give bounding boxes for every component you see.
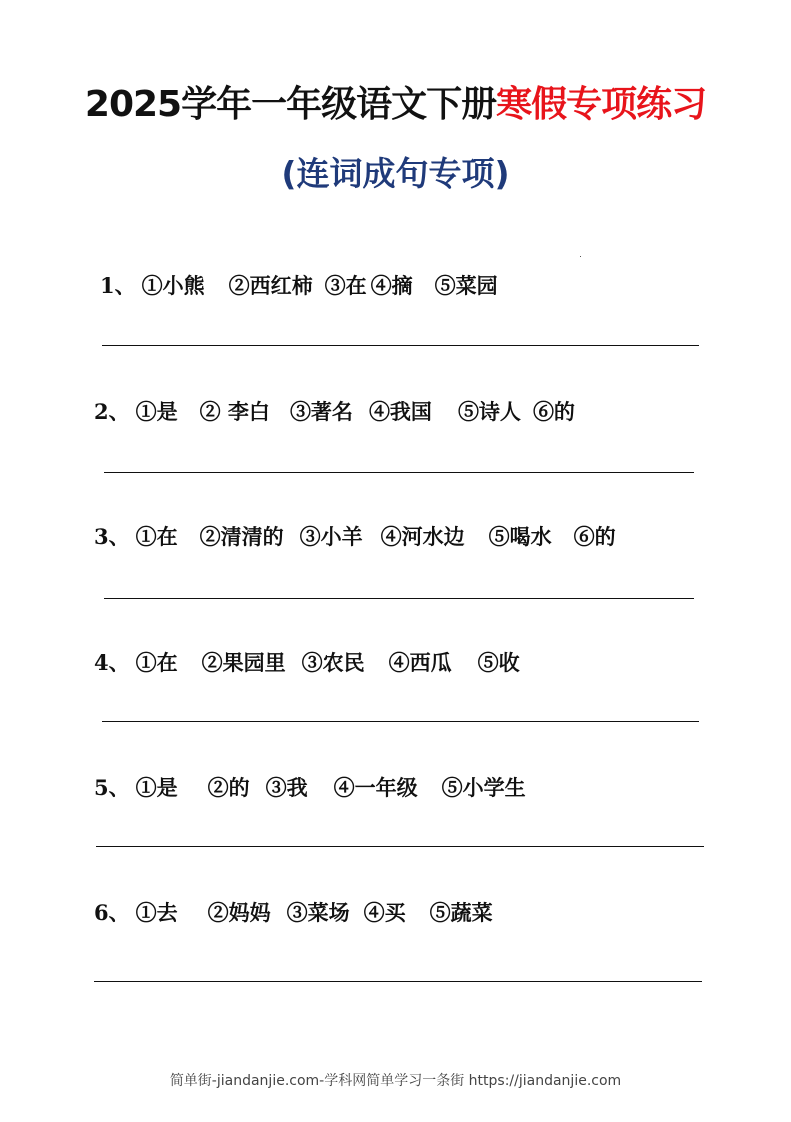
- question-6: [94, 897, 493, 927]
- word-option: ①去: [135, 900, 178, 925]
- answer-line-5[interactable]: [96, 846, 704, 847]
- word-option: ①在: [135, 650, 178, 675]
- question-number: 5、: [94, 775, 130, 800]
- word-option: ②的: [207, 775, 250, 800]
- question-4: [94, 647, 520, 677]
- word-option: ②清清的: [199, 524, 284, 549]
- question-5: [94, 772, 526, 802]
- word-option: ⑤蔬菜: [429, 900, 493, 925]
- word-option: ④我国: [368, 399, 432, 424]
- word-option: ③我: [265, 775, 308, 800]
- word-option: ②妈妈: [207, 900, 271, 925]
- word-option: ⑤小学生: [441, 775, 526, 800]
- word-option: ⑥的: [532, 399, 575, 424]
- question-number: 2、: [94, 399, 130, 424]
- word-option: ③小羊: [299, 524, 363, 549]
- question-3: [94, 521, 616, 551]
- word-option: ④西瓜: [388, 650, 452, 675]
- word-option: ④河水边: [380, 524, 465, 549]
- question-number: 4、: [94, 650, 130, 675]
- answer-line-2[interactable]: [104, 472, 694, 473]
- word-option: ⑤菜园: [434, 273, 498, 298]
- word-option: ④摘: [370, 273, 413, 298]
- word-option: ③著名: [289, 399, 353, 424]
- word-option: ②果园里: [201, 650, 286, 675]
- word-option: ⑤收: [477, 650, 520, 675]
- title-highlight: 寒假专项练习: [496, 84, 707, 125]
- question-number: 3、: [94, 524, 130, 549]
- word-option: ②西红柿: [228, 273, 313, 298]
- answer-line-1[interactable]: [102, 345, 699, 346]
- question-number: 1、: [100, 273, 136, 298]
- answer-line-3[interactable]: [104, 598, 694, 599]
- word-option: ⑥的: [573, 524, 616, 549]
- word-option: ①在: [135, 524, 178, 549]
- word-option: ③农民: [301, 650, 365, 675]
- word-option: ② 李白: [199, 399, 270, 424]
- title-main: 2025学年一年级语文下册: [84, 84, 497, 125]
- page-subtitle: (连词成句专项): [281, 154, 510, 193]
- page-title: [0, 76, 791, 127]
- question-2: [94, 396, 575, 426]
- answer-line-6[interactable]: [94, 981, 702, 982]
- word-option: ⑤喝水: [488, 524, 552, 549]
- stray-dot: [580, 256, 581, 257]
- word-option: ①小熊: [141, 273, 205, 298]
- question-number: 6、: [94, 900, 130, 925]
- word-option: ①是: [135, 775, 178, 800]
- footer-source: 简单街-jiandanjie.com-学科网简单学习一条街 https://jiandanjie.com: [169, 1073, 622, 1089]
- word-option: ③菜场: [286, 900, 350, 925]
- word-option: ①是: [135, 399, 178, 424]
- word-option: ③在: [324, 273, 367, 298]
- word-option: ⑤诗人: [457, 399, 521, 424]
- word-option: ④一年级: [333, 775, 418, 800]
- question-1: [100, 270, 498, 300]
- word-option: ④买: [363, 900, 406, 925]
- answer-line-4[interactable]: [102, 721, 699, 722]
